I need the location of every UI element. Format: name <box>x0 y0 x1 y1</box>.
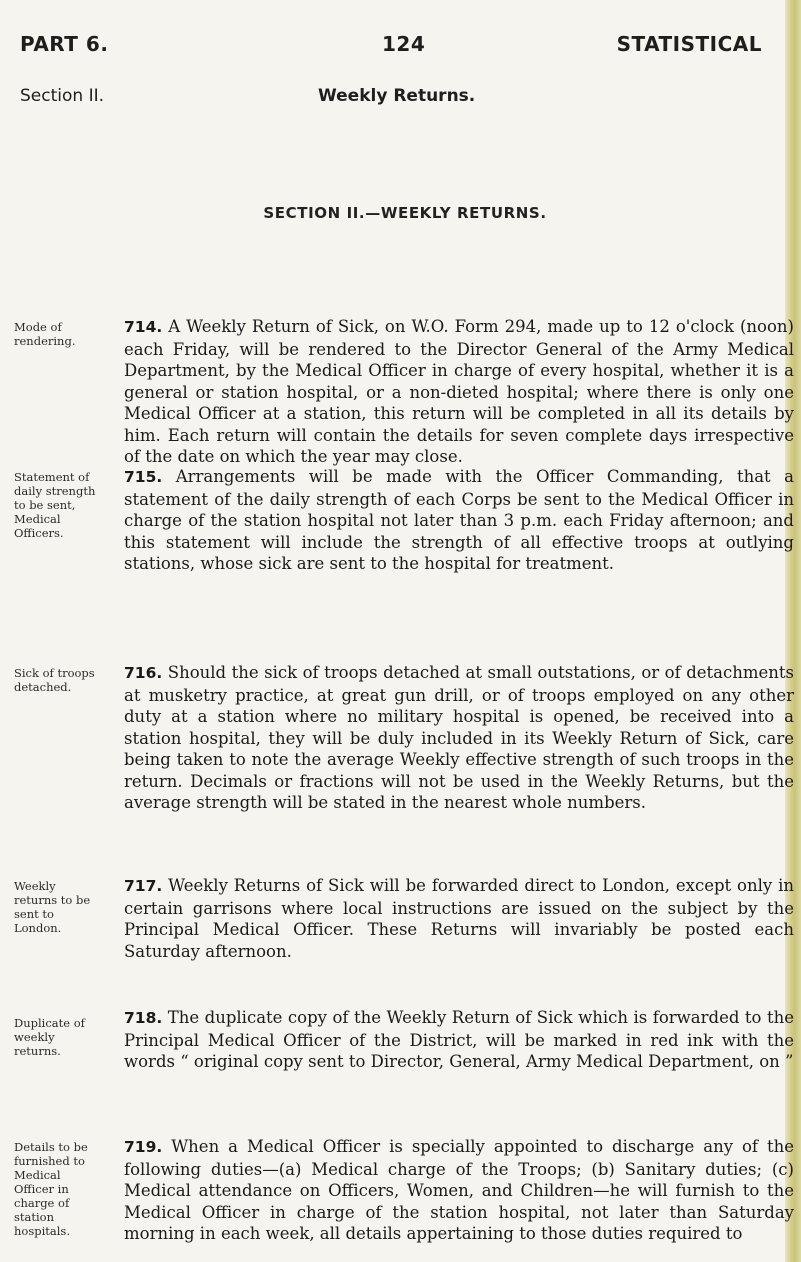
section-heading: SECTION II.—WEEKLY RETURNS. <box>263 204 547 222</box>
paragraph-number: 719. <box>124 1138 163 1156</box>
paragraph-number: 714. <box>124 318 163 336</box>
margin-note-daily-strength: Statement of daily strength to be sent, Medical Officers. <box>14 470 96 540</box>
page-edge-binding <box>785 0 801 1262</box>
page-header <box>0 20 784 60</box>
section-label: Section II. <box>20 86 104 106</box>
margin-note-details-furnished: Details to be furnished to Medical Officer in charge of station hospitals. <box>14 1140 88 1238</box>
margin-note-mode-of-rendering: Mode of rendering. <box>14 320 76 348</box>
running-title: STATISTICAL <box>616 32 762 56</box>
paragraph-number: 718. <box>124 1009 163 1027</box>
margin-note-sick-detached: Sick of troops detached. <box>14 666 95 694</box>
paragraph-text: The duplicate copy of the Weekly Return of Sick which is forwarded to the Principal Medical Officer of the District, will be marked in red ink with the words “ original copy sent to Director, General, Army Medical Department, on ” <box>124 1008 794 1071</box>
paragraph-text: Arrangements will be made with the Officer Commanding, that a statement of the daily strength of each Corps be sent to the Medical Officer in charge of the station hospital not later than 3 p.m. each Friday afternoon; and this statement will include the strength of all effective troops at outlying stations, whose sick are sent to the hospital for treatment. <box>124 467 794 573</box>
paragraph-716 <box>104 662 794 814</box>
part-label: PART 6. <box>20 32 109 56</box>
paragraph-text: Should the sick of troops detached at small outstations, or of detachments at musketry practice, at great gun drill, or of troops employed on any other duty at a station where no military hospital is opened, be received into a station hospital, they will be duly included in its Weekly Return of Sick, care being taken to note the average Weekly effective strength of such troops in the return. Decimals or fractions will not be used in the Weekly Returns, but the average strength will be stated in the nearest whole numbers. <box>124 663 795 812</box>
page-number: 124 <box>382 32 426 56</box>
paragraph-number: 715. <box>124 468 163 486</box>
paragraph-717 <box>104 875 794 962</box>
paragraph-714 <box>104 316 794 468</box>
paragraph-text: A Weekly Return of Sick, on W.O. Form 294, made up to 12 o'clock (noon) each Friday, will be rendered to the Director General of the Army Medical Department, by the Medical Officer in charge of every hospital, whether it is a general or station hospital, or a non-dieted hospital; where there is only one Medical Officer at a station, this return will be completed in all its details by him. Each return will contain the details for seven complete days irrespective of the date on which the year may close. <box>124 317 794 466</box>
margin-note-duplicate: Duplicate of weekly returns. <box>14 1016 85 1058</box>
paragraph-number: 716. <box>124 664 163 682</box>
paragraph-text: When a Medical Officer is specially appointed to discharge any of the following duties—(a) Medical charge of the Troops; (b) Sanitary duties; (c) Medical attendance on Officers, Women, and Children—he will furnish to the Medical Officer in charge of the station hospital, not later than Saturday morning in each week, all details appertaining to those duties required to <box>124 1137 795 1243</box>
margin-note-weekly-returns-london: Weekly returns to be sent to London. <box>14 879 91 935</box>
paragraph-715 <box>104 466 794 575</box>
paragraph-number: 717. <box>124 877 163 895</box>
paragraph-text: Weekly Returns of Sick will be forwarded direct to London, except only in certain garrisons where local instructions are issued on the subject by the Principal Medical Officer. These Returns will invariably be posted each Saturday afternoon. <box>124 876 795 961</box>
paragraph-718 <box>104 1007 794 1073</box>
paragraph-719 <box>104 1136 794 1245</box>
subtitle-label: Weekly Returns. <box>318 86 476 106</box>
